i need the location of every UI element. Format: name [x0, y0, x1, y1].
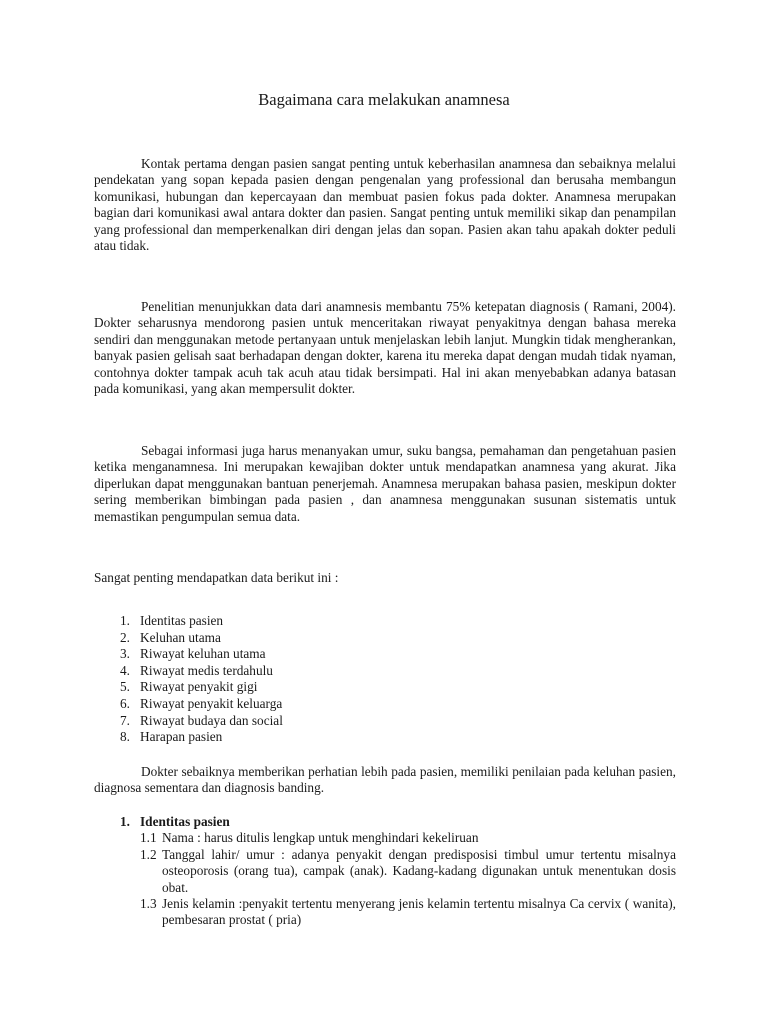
list-item [94, 679, 676, 696]
paragraph-3: Sebagai informasi juga harus menanyakan umur, suku bangsa, pemahaman dan pengetahuan pasien ketika menganamnesa. Ini merupakan kewajiban dokter untuk mendapatkan anamnesa yang akurat. Jika diperlukan dapat menggunakan bantuan penerjemah. Anamnesa merupakan bahasa pasien, meskipun dokter sering memberikan bimbingan pada pasien , dan anamnesa menggunakan susunan sistematis untuk memastikan pengumpulan semua data. [94, 443, 676, 524]
list-item-text: Keluhan utama [140, 629, 221, 645]
list-item-number: 8. [120, 729, 130, 745]
data-list [94, 613, 676, 746]
list-item-text: Identitas pasien [140, 613, 224, 628]
list-item-number: 7. [120, 712, 130, 728]
list-item-number: 2. [120, 629, 130, 645]
list-item-text: Riwayat budaya dan social [140, 712, 283, 728]
list-intro: Sangat penting mendapatkan data berikut ini : [94, 570, 339, 585]
section-title: Identitas pasien [140, 814, 230, 829]
section-identitas [94, 814, 676, 929]
list-item-number: 6. [120, 695, 130, 711]
page-title: Bagaimana cara melakukan anamnesa [258, 90, 510, 109]
list-item [94, 630, 676, 647]
sub-item-number: 1.1 [140, 830, 157, 846]
sub-item-number: 1.2 [140, 846, 157, 862]
sub-item [140, 830, 676, 846]
sub-item-text: Jenis kelamin :penyakit tertentu menyerang jenis kelamin tertentu misalnya Ca cervix ( wanita), pembesaran prostat ( pria) [162, 896, 676, 928]
list-item [94, 613, 676, 630]
list-item [94, 729, 676, 746]
list-item-text: Riwayat penyakit keluarga [140, 695, 283, 711]
list-item-number: 3. [120, 646, 130, 662]
sub-item [140, 896, 676, 929]
list-item-text: Riwayat penyakit gigi [140, 679, 258, 695]
closing-paragraph: Dokter sebaiknya memberikan perhatian lebih pada pasien, memiliki penilaian pada keluhan pasien, diagnosa sementara dan diagnosis banding. [94, 764, 676, 796]
paragraph-2: Penelitian menunjukkan data dari anamnesis membantu 75% ketepatan diagnosis ( Ramani, 2004). Dokter seharusnya mendorong pasien untuk menceritakan riwayat penyakitnya dengan bahasa mereka sendiri dan menggunakan metode pertanyaan untuk menjelaskan lebih lanjut. Mungkin tidak mengherankan, banyak pasien gelisah saat berhadapan dengan dokter, karena itu mereka dapat dengan mudah tidak nyaman, contohnya dokter tampak acuh tak acuh atau tidak bersimpati. Hal ini akan menyebabkan adanya batasan pada komunikasi, yang akan mempersulit dokter. [94, 299, 676, 397]
list-item-text: Harapan pasien [140, 729, 223, 745]
list-item [94, 713, 676, 730]
paragraph-1: Kontak pertama dengan pasien sangat penting untuk keberhasilan anamnesa dan sebaiknya melalui pendekatan yang sopan kepada pasien dengan pengenalan yang professional dan berusaha membangun komunikasi, hubungan dan kepercayaan dan membuat pasien fokus pada dokter. Anamnesa merupakan bagian dari komunikasi awal antara dokter dan pasien. Sangat penting untuk memiliki sikap dan penampilan yang professional dan memperkenalkan diri dengan jelas dan sopan. Pasien akan tahu apakah dokter peduli atau tidak. [94, 156, 676, 254]
list-item-number: 4. [120, 662, 130, 678]
list-item-number: 5. [120, 679, 130, 695]
sub-item [140, 847, 676, 896]
section-number: 1. [120, 814, 130, 829]
section-heading [94, 814, 676, 830]
sub-item-text: Nama : harus ditulis lengkap untuk menghindari kekeliruan [162, 830, 479, 846]
list-item [94, 646, 676, 663]
sub-item-text: Tanggal lahir/ umur : adanya penyakit dengan predisposisi timbul umur tertentu misalnya osteoporosis (orang tua), campak (anak). Kadang-kadang digunakan untuk menentukan dosis obat. [162, 846, 676, 895]
list-item-text: Riwayat medis terdahulu [140, 662, 273, 678]
list-item [94, 696, 676, 713]
list-item-text: Riwayat keluhan utama [140, 646, 266, 662]
sub-item-number: 1.3 [140, 896, 157, 912]
list-item-number: 1. [120, 613, 130, 628]
list-item [94, 663, 676, 680]
